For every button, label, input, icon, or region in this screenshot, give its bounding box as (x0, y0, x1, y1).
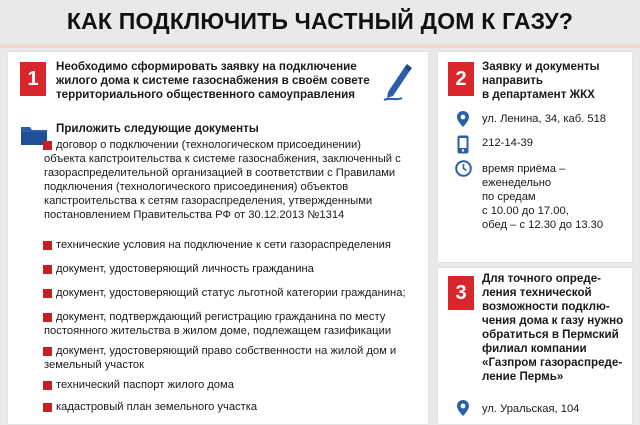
location-pin-icon (456, 399, 470, 417)
doc-item-4: документ, удостоверяющий статус льготной категории гражданина; (56, 286, 426, 300)
doc-item-6: документ, удостоверяющий право собственности на жилой дом и земельный участок (44, 345, 397, 371)
phone-icon (457, 135, 469, 154)
step2-phone: 212-14-39 (482, 137, 534, 149)
doc-item-1: договор о подключении (технологическом присоединении) объекта капстроительства к системе газоснабжения, заключенный с газораспределительной организацией в соответствии с Правилами подключения (технологического присоединения) объектов капстроительства к сетям газораспределения, утвержденными постановлением Правительства РФ от 30.12.2013 №1314 (44, 139, 401, 221)
doc-item-7: технический паспорт жилого дома (56, 378, 426, 392)
step2-heading: Заявку и документы направить в департамент ЖКХ (482, 60, 600, 101)
clock-icon (455, 160, 472, 177)
step2-card (438, 52, 632, 262)
doc-item-5: документ, подтверждающий регистрацию гражданина по месту постоянного жительства в жилом доме, подлежащем газификации (44, 311, 392, 337)
title-underline (0, 44, 640, 48)
step3-heading: Для точного опреде- ления технической возможности подклю- чения дома к газу нужно обратиться в Пермский филиал компании «Газпром газораспреде- ление Пермь» (482, 272, 624, 383)
doc-item-2: технические условия на подключение к сети газораспределения (56, 238, 426, 252)
step1-card (8, 52, 428, 424)
step3-number: 3 (448, 276, 474, 310)
doc-item-3: документ, удостоверяющий личность гражданина (56, 262, 426, 276)
step3-card (438, 268, 632, 424)
bullet (43, 141, 52, 150)
documents-heading: Приложить следующие документы (56, 122, 259, 135)
step2-hours: время приёма – еженедельно по средам с 10.00 до 17.00, обед – с 12.30 до 13.30 (482, 163, 604, 231)
doc-item-8: кадастровый план земельного участка (56, 400, 426, 414)
step3-address: ул. Уральская, 104 (482, 403, 580, 415)
step2-address: ул. Ленина, 34, каб. 518 (482, 113, 607, 125)
location-pin-icon (456, 110, 470, 128)
step2-number: 2 (448, 62, 474, 96)
step1-heading: Необходимо сформировать заявку на подключение жилого дома к системе газоснабжения в своём совете территориального общественного самоуправления (56, 60, 370, 101)
step1-number: 1 (20, 62, 46, 96)
pen-icon (380, 62, 414, 102)
page-title: КАК ПОДКЛЮЧИТЬ ЧАСТНЫЙ ДОМ К ГАЗУ? (66, 8, 574, 34)
